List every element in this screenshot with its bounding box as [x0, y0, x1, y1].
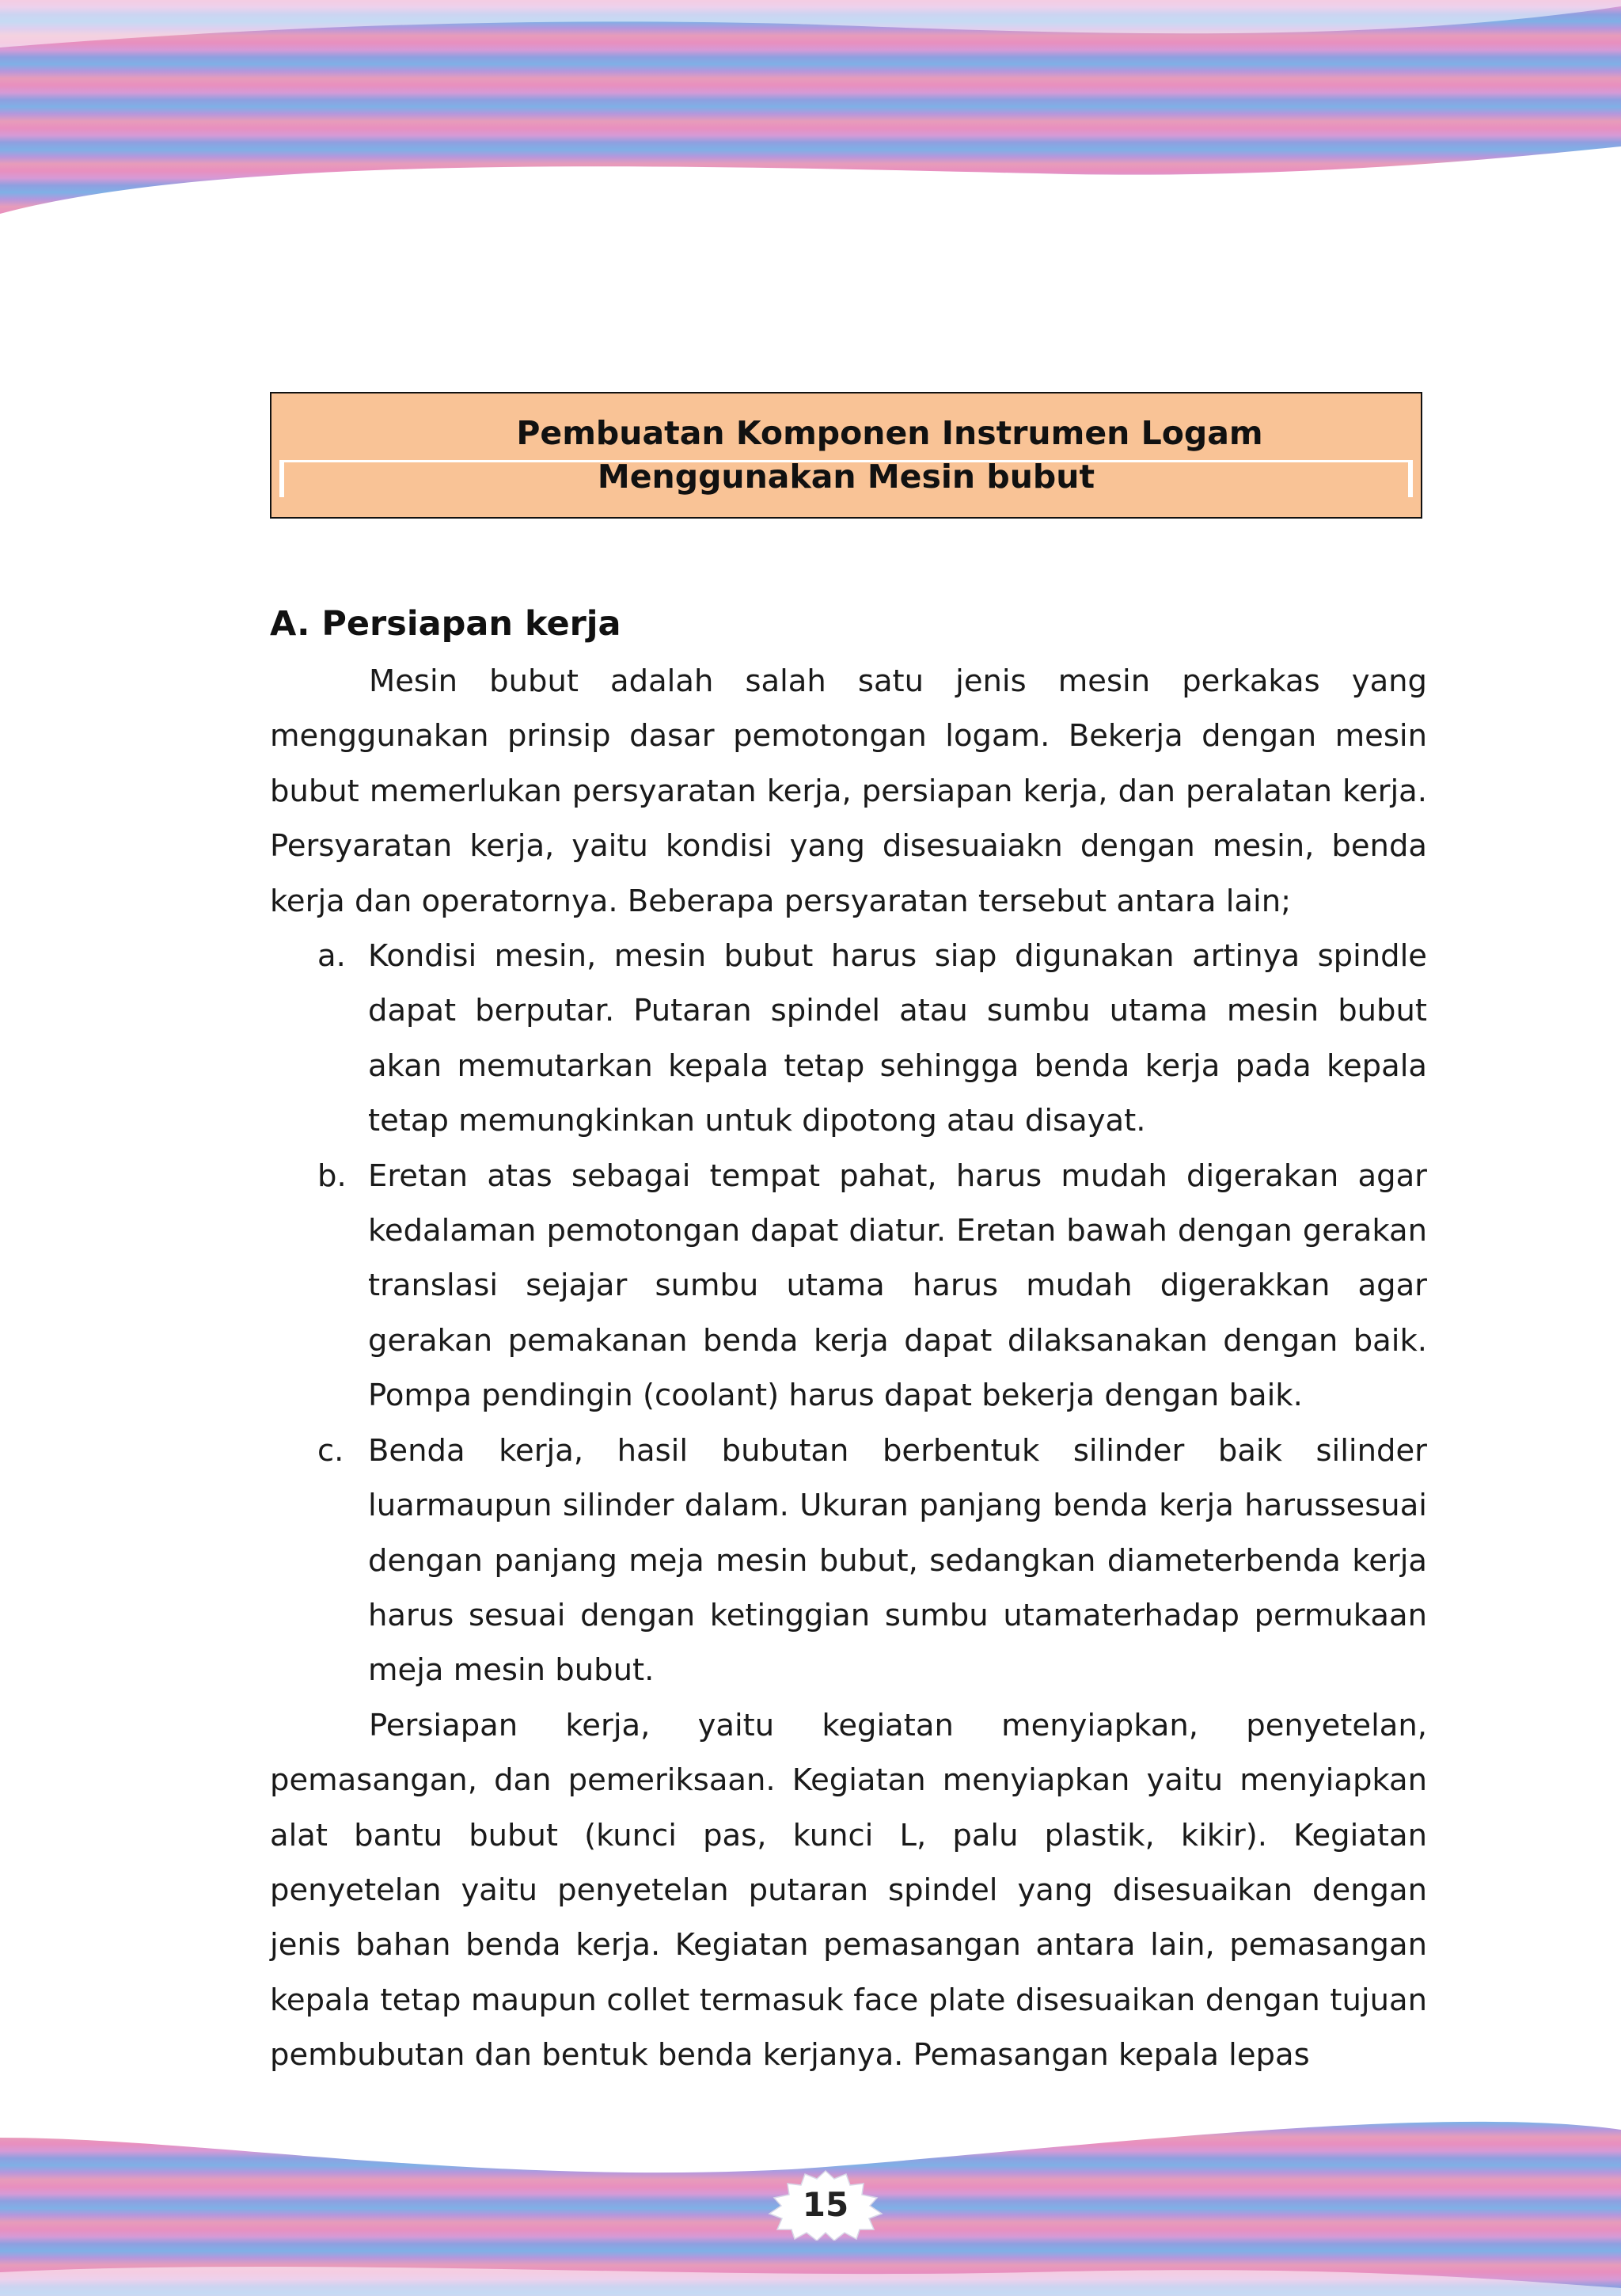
- requirements-list: [270, 929, 1427, 1698]
- list-item: [270, 1424, 1427, 1698]
- list-item-text: Eretan atas sebagai tempat pahat, harus mudah digerakan agar kedalaman pemotongan dapat diatur. Eretan bawah dengan gerakan translasi sejajar sumbu utama harus mudah digerakkan agar gerakan pemakanan benda kerja dapat dilaksanakan dengan baik. Pompa pendingin (coolant) harus dapat bekerja dengan baik.: [368, 1158, 1427, 1414]
- list-marker: b.: [317, 1158, 347, 1194]
- list-item-text: Kondisi mesin, mesin bubut harus siap digunakan artinya spindle dapat berputar. Putaran spindel atau sumbu utama mesin bubut akan memutarkan kepala tetap sehingga benda kerja pada kepala tetap memungkinkan untuk dipotong atau disayat.: [368, 938, 1427, 1139]
- intro-paragraph: Mesin bubut adalah salah satu jenis mesin perkakas yang menggunakan prinsip dasar pemotongan logam. Bekerja dengan mesin bubut memerlukan persyaratan kerja, persiapan kerja, dan peralatan kerja. Persyaratan kerja, yaitu kondisi yang disesuaiakn dengan mesin, benda kerja dan operatornya. Beberapa persyaratan tersebut antara lain;: [270, 663, 1427, 919]
- list-item: [270, 929, 1427, 1149]
- preparation-paragraph: Persiapan kerja, yaitu kegiatan menyiapkan, penyetelan, pemasangan, dan pemeriksaan. Kegiatan menyiapkan yaitu menyiapkan alat bantu bubut (kunci pas, kunci L, palu plastik, kikir). Kegiatan penyetelan yaitu penyetelan putaran spindel yang disesuaikan dengan jenis bahan benda kerja. Kegiatan pemasangan antara lain, pemasangan kepala tetap maupun collet termasuk face plate disesuaikan dengan tujuan pembubutan dan bentuk benda kerjanya. Pemasangan kepala lepas: [270, 1707, 1427, 2074]
- list-item: [270, 1149, 1427, 1424]
- list-item-text: Benda kerja, hasil bubutan berbentuk silinder baik silinder luarmaupun silinder dalam. Ukuran panjang benda kerja harussesuai dengan panjang meja mesin bubut, sedangkan diameterbenda kerja harus sesuai dengan ketinggian sumbu utamaterhadap permukaan meja mesin bubut.: [368, 1432, 1427, 1689]
- list-marker: c.: [317, 1432, 344, 1469]
- page-number: 15: [802, 2185, 849, 2224]
- chapter-title-line-1: Pembuatan Komponen Instrumen Logam: [516, 414, 1263, 452]
- chapter-title-line-2: Menggunakan Mesin bubut: [597, 458, 1095, 496]
- list-marker: a.: [317, 938, 346, 975]
- section-heading: A. Persiapan kerja: [270, 604, 621, 644]
- section-body: [270, 654, 1427, 2083]
- chapter-title-box: [270, 392, 1422, 519]
